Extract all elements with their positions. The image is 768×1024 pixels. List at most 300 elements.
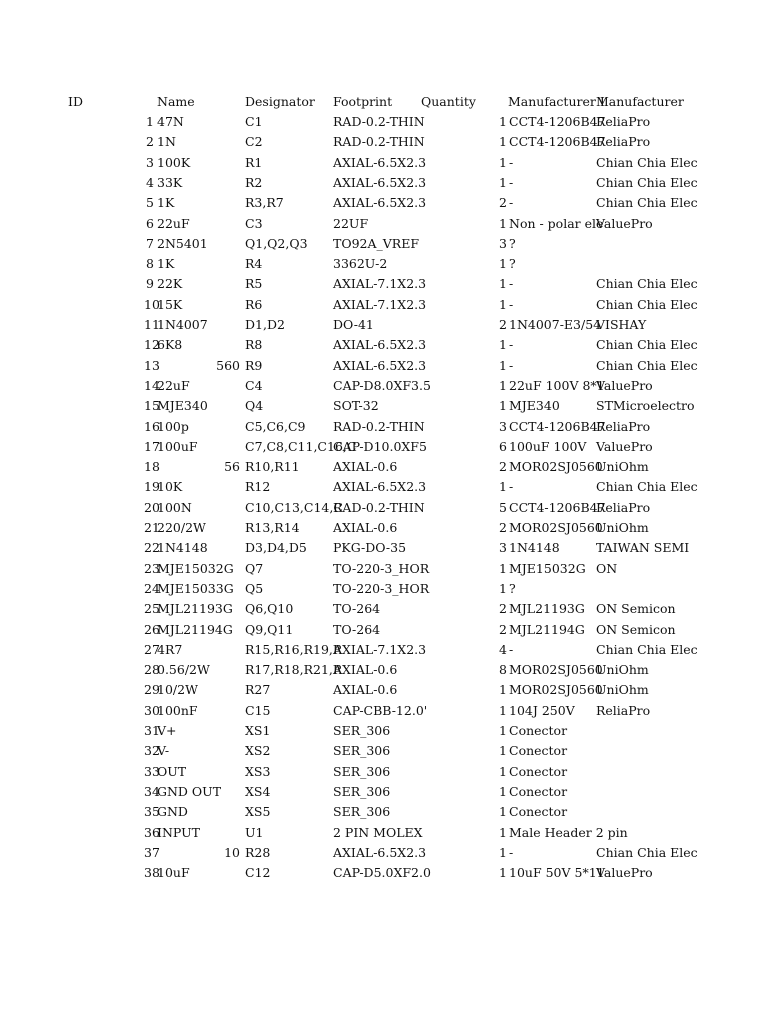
cell-manufacturer-part: Non - polar ele [509, 215, 604, 231]
cell-id: 11 [144, 317, 160, 332]
cell-footprint: DO-41 [333, 317, 374, 332]
table-row [0, 620, 768, 640]
cell-id: 17 [144, 438, 160, 454]
cell-designator: R9 [245, 357, 263, 373]
cell-designator: R13,R14 [245, 520, 300, 535]
cell-designator: C2 [245, 134, 263, 150]
cell-manufacturer: ON [596, 560, 618, 576]
cell-manufacturer: STMicroelectro [596, 398, 695, 414]
cell-manufacturer: Chian Chia Elec [596, 276, 698, 292]
cell-designator: XS5 [245, 804, 271, 820]
cell-manufacturer-part: MJE15032G [509, 560, 586, 576]
cell-quantity: 2 [499, 459, 507, 475]
cell-manufacturer [596, 802, 686, 822]
cell-designator: U1 [245, 824, 264, 840]
cell-id: 30 [144, 702, 160, 718]
cell-name: MJE15032G [157, 560, 234, 576]
cell-manufacturer-part: - [509, 357, 514, 373]
cell-quantity: 3 [499, 540, 507, 556]
cell-id: 16 [144, 418, 160, 434]
cell-quantity: 1 [499, 174, 507, 190]
cell-quantity: 1 [499, 723, 507, 738]
table-row [0, 579, 768, 599]
cell-manufacturer-part: Conector [509, 763, 568, 779]
cell-footprint: CAP-D8.0XF3.5 [333, 377, 431, 393]
cell-footprint: TO-220-3_HOR [333, 560, 430, 576]
cell-manufacturer: UniOhm [596, 682, 649, 698]
table-row [0, 559, 768, 579]
cell-quantity: 1 [499, 824, 507, 840]
cell-footprint: TO92A_VREF [333, 235, 420, 251]
cell-designator: XS1 [245, 723, 271, 738]
cell-designator: R15,R16,R19,R [245, 641, 343, 657]
cell-manufacturer: ReliaPro [596, 114, 651, 129]
cell-manufacturer-part: ? [509, 235, 516, 251]
cell-manufacturer-part: - [509, 641, 514, 657]
cell-manufacturer-part: Conector [509, 783, 568, 799]
cell-manufacturer-part: MJE340 [509, 398, 560, 414]
cell-name: OUT [157, 763, 187, 779]
cell-footprint: SER_306 [333, 804, 391, 820]
cell-manufacturer: ValuePro [596, 215, 653, 231]
cell-footprint: AXIAL-6.5X2.3 [333, 174, 427, 190]
cell-footprint: AXIAL-6.5X2.3 [333, 479, 427, 495]
cell-manufacturer-part: 104J 250V [509, 702, 575, 718]
cell-designator: R1 [245, 154, 263, 170]
cell-manufacturer-part: CCT4-1206B47 [509, 134, 606, 150]
cell-manufacturer-part: Conector [509, 804, 568, 820]
cell-name: 100p [157, 418, 189, 434]
cell-name: 4R7 [157, 641, 183, 657]
cell-footprint: AXIAL-7.1X2.3 [333, 641, 427, 657]
cell-manufacturer: Chian Chia Elec [596, 479, 698, 495]
table-row [0, 315, 768, 335]
cell-manufacturer: Chian Chia Elec [596, 357, 698, 373]
table-row [0, 376, 768, 396]
cell-id: 5 [146, 195, 154, 211]
cell-manufacturer: ReliaPro [596, 702, 651, 718]
cell-name: 100N [157, 499, 192, 515]
cell-quantity: 1 [499, 154, 507, 170]
cell-name: MJL21193G [157, 601, 233, 617]
cell-designator: Q7 [245, 560, 264, 576]
cell-designator: C4 [245, 377, 263, 393]
cell-footprint: AXIAL-0.6 [333, 520, 398, 535]
table-row [0, 153, 768, 173]
cell-manufacturer: TAIWAN SEMI [596, 540, 690, 556]
cell-manufacturer-part: CCT4-1206B47 [509, 499, 606, 515]
cell-manufacturer: Chian Chia Elec [596, 641, 698, 657]
cell-manufacturer-part: MOR02SJ0560 [509, 682, 603, 698]
cell-quantity: 2 [499, 621, 507, 637]
cell-name-numeric: 10 [224, 844, 240, 860]
table-row [0, 721, 768, 741]
cell-id: 9 [146, 276, 154, 292]
cell-quantity: 1 [499, 337, 507, 353]
cell-manufacturer [596, 741, 686, 761]
cell-manufacturer-part: ? [509, 580, 516, 596]
cell-manufacturer-part: MOR02SJ0560 [509, 520, 603, 535]
cell-designator: R28 [245, 844, 271, 860]
cell-name: 1K [157, 256, 175, 272]
cell-id: 21 [144, 520, 160, 535]
cell-manufacturer-part: - [509, 276, 514, 292]
cell-manufacturer-part: CCT4-1206B47 [509, 418, 606, 434]
cell-quantity: 2 [499, 601, 507, 617]
table-row [0, 274, 768, 294]
header-quantity: Quantity [421, 94, 476, 109]
cell-quantity: 1 [499, 560, 507, 576]
cell-manufacturer-part: - [509, 296, 514, 312]
table-row [0, 173, 768, 193]
cell-name: 1N4007 [157, 317, 208, 332]
cell-id: 22 [144, 540, 160, 556]
cell-manufacturer: ValuePro [596, 438, 653, 454]
cell-id: 4 [146, 174, 154, 190]
cell-designator: C7,C8,C11,C16,C [245, 438, 357, 454]
table-row [0, 680, 768, 700]
header-footprint: Footprint [333, 94, 393, 109]
cell-id: 6 [146, 215, 154, 231]
table-row [0, 843, 768, 863]
cell-name-numeric: 56 [224, 459, 240, 475]
cell-designator: C1 [245, 114, 263, 129]
table-row [0, 417, 768, 437]
cell-footprint: 22UF [333, 215, 369, 231]
cell-designator: R3,R7 [245, 195, 284, 211]
table-row [0, 640, 768, 660]
header-id: ID [68, 94, 83, 109]
cell-manufacturer [596, 579, 686, 599]
cell-footprint: CAP-CBB-12.0' [333, 702, 428, 718]
cell-manufacturer: UniOhm [596, 662, 649, 678]
cell-manufacturer-part: MJL21194G [509, 621, 585, 637]
cell-name: 10K [157, 479, 183, 495]
cell-footprint: 2 PIN MOLEX [333, 824, 423, 840]
cell-footprint: CAP-D10.0XF5 [333, 438, 427, 454]
cell-id: 36 [144, 824, 160, 840]
cell-quantity: 1 [499, 580, 507, 596]
cell-id: 1 [146, 114, 154, 129]
cell-footprint: SER_306 [333, 763, 391, 779]
cell-name-numeric: 560 [216, 357, 240, 373]
cell-manufacturer: ON Semicon [596, 621, 676, 637]
cell-id: 24 [144, 580, 160, 596]
cell-id: 3 [146, 154, 154, 170]
cell-manufacturer-part: 100uF 100V [509, 438, 587, 454]
cell-footprint: AXIAL-7.1X2.3 [333, 296, 427, 312]
cell-manufacturer-part: MOR02SJ0560 [509, 662, 603, 678]
cell-manufacturer-part: 22uF 100V 8*1 [509, 377, 605, 393]
cell-manufacturer: ReliaPro [596, 134, 651, 150]
cell-quantity: 1 [499, 398, 507, 414]
cell-manufacturer [596, 782, 686, 802]
cell-name: MJL21194G [157, 621, 233, 637]
cell-manufacturer-part: MOR02SJ0560 [509, 459, 603, 475]
cell-id: 28 [144, 662, 160, 678]
cell-id: 15 [144, 398, 160, 414]
cell-designator: Q1,Q2,Q3 [245, 235, 308, 251]
cell-designator: D3,D4,D5 [245, 540, 307, 556]
cell-manufacturer-part: - [509, 195, 514, 211]
cell-manufacturer-part: - [509, 174, 514, 190]
cell-footprint: RAD-0.2-THIN [333, 134, 425, 150]
cell-name: 1K [157, 195, 175, 211]
cell-manufacturer-part: Male Header 2 pin [509, 824, 628, 840]
cell-footprint: RAD-0.2-THIN [333, 499, 425, 515]
cell-id: 32 [144, 743, 160, 759]
cell-manufacturer: Chian Chia Elec [596, 844, 698, 860]
cell-id: 26 [144, 621, 160, 637]
cell-footprint: SOT-32 [333, 398, 379, 414]
cell-manufacturer: ValuePro [596, 865, 653, 881]
cell-id: 14 [144, 377, 160, 393]
cell-manufacturer: ON Semicon [596, 601, 676, 617]
cell-quantity: 8 [499, 662, 507, 678]
cell-quantity: 1 [499, 865, 507, 881]
cell-manufacturer: Chian Chia Elec [596, 174, 698, 190]
cell-designator: C3 [245, 215, 263, 231]
cell-name: MJE15033G [157, 580, 234, 596]
cell-footprint: SER_306 [333, 783, 391, 799]
cell-name: V+ [157, 723, 177, 738]
header-manufacturer: Manufacturer [596, 94, 684, 109]
cell-name: 0.56/2W [157, 662, 210, 678]
cell-footprint: TO-220-3_HOR [333, 580, 430, 596]
cell-quantity: 3 [499, 235, 507, 251]
header-designator: Designator [245, 94, 315, 109]
cell-footprint: RAD-0.2-THIN [333, 418, 425, 434]
cell-designator: R8 [245, 337, 263, 353]
cell-quantity: 2 [499, 195, 507, 211]
table-row [0, 701, 768, 721]
cell-manufacturer: UniOhm [596, 520, 649, 535]
cell-designator: C5,C6,C9 [245, 418, 306, 434]
cell-name: 2N5401 [157, 235, 208, 251]
cell-manufacturer-part: - [509, 844, 514, 860]
table-row [0, 762, 768, 782]
cell-id: 12 [144, 337, 160, 353]
cell-footprint: SER_306 [333, 743, 391, 759]
cell-quantity: 5 [499, 499, 507, 515]
table-row [0, 254, 768, 274]
cell-designator: Q5 [245, 580, 264, 596]
cell-manufacturer [596, 762, 686, 782]
cell-manufacturer-part: 1N4007-E3/54 [509, 317, 602, 332]
cell-name: 6K8 [157, 337, 183, 353]
cell-designator: Q6,Q10 [245, 601, 294, 617]
cell-quantity: 1 [499, 479, 507, 495]
table-row [0, 193, 768, 213]
cell-manufacturer-part: Conector [509, 723, 568, 738]
table-row [0, 802, 768, 822]
cell-footprint: AXIAL-7.1X2.3 [333, 276, 427, 292]
cell-id: 34 [144, 783, 160, 799]
cell-footprint: TO-264 [333, 601, 381, 617]
cell-manufacturer-part: MJL21193G [509, 601, 585, 617]
cell-manufacturer: ValuePro [596, 377, 653, 393]
cell-id: 23 [144, 560, 160, 576]
header-row [0, 92, 768, 112]
cell-name: 22uF [157, 377, 190, 393]
cell-quantity: 1 [499, 682, 507, 698]
table-row [0, 335, 768, 355]
cell-id: 8 [146, 256, 154, 272]
header-manufacturer-part: Manufacturer I [508, 94, 605, 109]
cell-designator: XS2 [245, 743, 271, 759]
cell-quantity: 1 [499, 377, 507, 393]
cell-id: 2 [146, 134, 154, 150]
cell-id: 10 [144, 296, 160, 312]
cell-designator: C12 [245, 865, 271, 881]
cell-footprint: AXIAL-0.6 [333, 682, 398, 698]
cell-name: 100nF [157, 702, 198, 718]
cell-designator: Q4 [245, 398, 264, 414]
table-row [0, 538, 768, 558]
cell-manufacturer-part: ? [509, 256, 516, 272]
cell-footprint: AXIAL-0.6 [333, 459, 398, 475]
cell-quantity: 1 [499, 763, 507, 779]
cell-manufacturer-part: - [509, 154, 514, 170]
cell-manufacturer-part: CCT4-1206B47 [509, 114, 606, 129]
cell-footprint: 3362U-2 [333, 256, 388, 272]
cell-designator: R17,R18,R21,R [245, 662, 343, 678]
cell-manufacturer-part: 10uF 50V 5*11 [509, 865, 605, 881]
cell-quantity: 6 [499, 438, 507, 454]
cell-name: 220/2W [157, 520, 206, 535]
cell-name: 100uF [157, 438, 198, 454]
table-row [0, 863, 768, 883]
cell-name: 47N [157, 114, 184, 129]
cell-quantity: 1 [499, 134, 507, 150]
cell-quantity: 1 [499, 844, 507, 860]
table-row [0, 396, 768, 416]
cell-quantity: 1 [499, 743, 507, 759]
cell-quantity: 1 [499, 783, 507, 799]
cell-manufacturer-part: 1N4148 [509, 540, 560, 556]
table-row [0, 356, 768, 376]
cell-id: 13 [144, 357, 160, 373]
cell-name: 1N4148 [157, 540, 208, 556]
cell-id: 37 [144, 844, 160, 860]
cell-name: 1N [157, 134, 176, 150]
cell-footprint: AXIAL-6.5X2.3 [333, 844, 427, 860]
cell-manufacturer [596, 234, 686, 254]
table-row [0, 477, 768, 497]
cell-manufacturer [596, 721, 686, 741]
cell-id: 25 [144, 601, 160, 617]
cell-quantity: 2 [499, 520, 507, 535]
cell-name: V- [157, 743, 170, 759]
table-row [0, 214, 768, 234]
cell-footprint: AXIAL-0.6 [333, 662, 398, 678]
cell-name: 22uF [157, 215, 190, 231]
cell-name: 22K [157, 276, 183, 292]
cell-manufacturer-part: - [509, 479, 514, 495]
cell-id: 7 [146, 235, 154, 251]
cell-footprint: TO-264 [333, 621, 381, 637]
cell-manufacturer: Chian Chia Elec [596, 195, 698, 211]
cell-name: GND OUT [157, 783, 222, 799]
cell-designator: R5 [245, 276, 263, 292]
cell-quantity: 1 [499, 215, 507, 231]
cell-designator: XS3 [245, 763, 271, 779]
cell-id: 27 [144, 641, 160, 657]
cell-id: 29 [144, 682, 160, 698]
cell-name: 10uF [157, 865, 190, 881]
cell-manufacturer-part: Conector [509, 743, 568, 759]
cell-quantity: 1 [499, 296, 507, 312]
cell-designator: C10,C13,C14,C [245, 499, 343, 515]
cell-footprint: AXIAL-6.5X2.3 [333, 154, 427, 170]
table-row [0, 660, 768, 680]
cell-footprint: CAP-D5.0XF2.0 [333, 865, 431, 881]
cell-manufacturer [596, 823, 686, 843]
cell-id: 31 [144, 723, 160, 738]
cell-designator: R2 [245, 174, 263, 190]
cell-designator: R4 [245, 256, 263, 272]
cell-quantity: 2 [499, 317, 507, 332]
cell-designator: C15 [245, 702, 271, 718]
cell-manufacturer [596, 254, 686, 274]
cell-name: GND [157, 804, 188, 820]
cell-designator: R6 [245, 296, 263, 312]
cell-quantity: 1 [499, 357, 507, 373]
cell-quantity: 1 [499, 256, 507, 272]
cell-manufacturer: Chian Chia Elec [596, 154, 698, 170]
table-row [0, 112, 768, 132]
cell-manufacturer-part: - [509, 337, 514, 353]
cell-designator: R12 [245, 479, 271, 495]
table-row [0, 295, 768, 315]
cell-name: INPUT [157, 824, 200, 840]
table-row [0, 132, 768, 152]
table-row [0, 782, 768, 802]
cell-id: 20 [144, 499, 160, 515]
table-row [0, 741, 768, 761]
header-name: Name [157, 94, 195, 109]
cell-footprint: AXIAL-6.5X2.3 [333, 337, 427, 353]
cell-footprint: RAD-0.2-THIN [333, 114, 425, 129]
table-row [0, 498, 768, 518]
cell-manufacturer: VISHAY [596, 317, 647, 332]
cell-designator: R10,R11 [245, 459, 300, 475]
cell-id: 19 [144, 479, 160, 495]
cell-manufacturer: ReliaPro [596, 418, 651, 434]
cell-manufacturer: ReliaPro [596, 499, 651, 515]
cell-id: 35 [144, 804, 160, 820]
cell-id: 38 [144, 865, 160, 881]
cell-footprint: AXIAL-6.5X2.3 [333, 195, 427, 211]
cell-footprint: PKG-DO-35 [333, 540, 407, 556]
cell-quantity: 3 [499, 418, 507, 434]
cell-name: MJE340 [157, 398, 208, 414]
cell-quantity: 1 [499, 702, 507, 718]
cell-footprint: AXIAL-6.5X2.3 [333, 357, 427, 373]
cell-name: 100K [157, 154, 191, 170]
table-row [0, 457, 768, 477]
cell-designator: Q9,Q11 [245, 621, 294, 637]
cell-designator: R27 [245, 682, 271, 698]
cell-quantity: 4 [499, 641, 507, 657]
table-row [0, 437, 768, 457]
cell-id: 18 [144, 459, 160, 475]
cell-id: 33 [144, 763, 160, 779]
cell-name: 33K [157, 174, 183, 190]
table-row [0, 234, 768, 254]
cell-footprint: SER_306 [333, 723, 391, 738]
table-row [0, 518, 768, 538]
